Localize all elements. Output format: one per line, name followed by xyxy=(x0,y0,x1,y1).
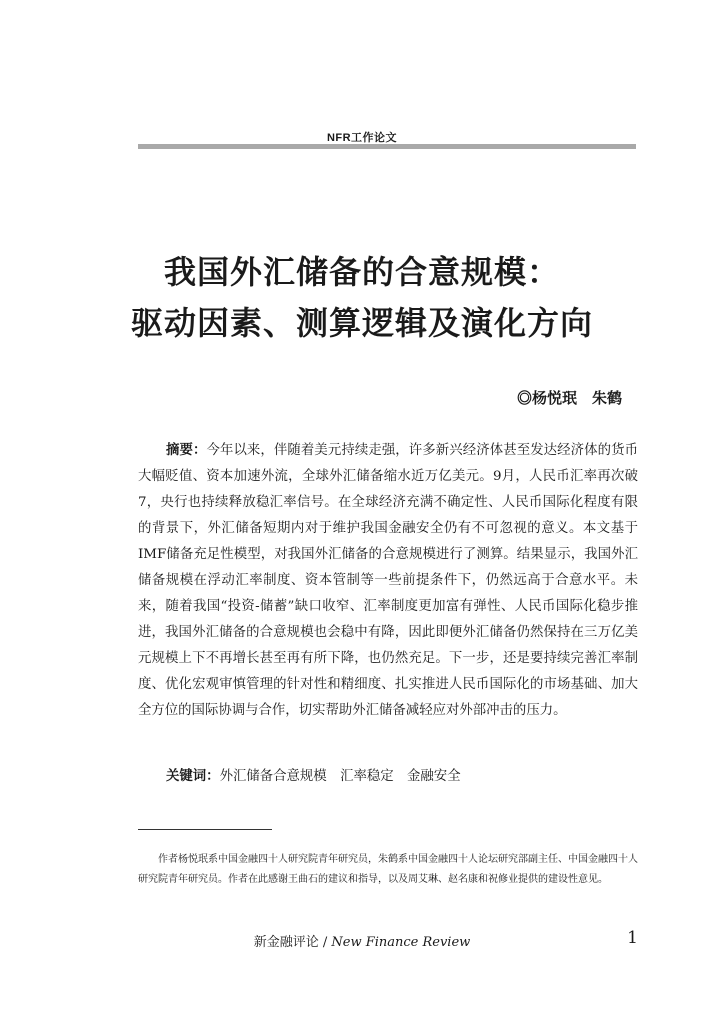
journal-footer xyxy=(0,931,724,950)
footnote-rule xyxy=(138,829,272,830)
page-number: 1 xyxy=(627,928,638,948)
journal-separator: / xyxy=(318,935,332,950)
abstract-text: 今年以来，伴随着美元持续走强，许多新兴经济体甚至发达经济体的货币大幅贬值、资本加速外流，全球外汇储备缩水近万亿美元。9月，人民币汇率再次破7，央行也持续释放稳汇率信号。在全球经济充满不确定性、人民币国际化程度有限的背景下，外汇储备短期内对于维护我国金融安全仍有不可忽视的意义。本文基于IMF储备充足性模型，对我国外汇储备的合意规模进行了测算。结果显示，我国外汇储备规模在浮动汇率制度、资本管制等一些前提条件下，仍然远高于合意水平。未来，随着我国“投资-储蓄”缺口收窄、汇率制度更加富有弹性、人民币国际化稳步推进，我国外汇储备的合意规模也会稳中有降，因此即便外汇储备仍然保持在三万亿美元规模上下不再增长甚至再有所下降，也仍然充足。下一步，还是要持续完善汇率制度、优化宏观审慎管理的针对性和精细度、扎实推进人民币国际化的市场基础、加大全方位的国际协调与合作，切实帮助外汇储备减轻应对外部冲击的压力。 xyxy=(138,443,639,718)
journal-name-cn: 新金融评论 xyxy=(253,935,319,950)
keywords-text: 外汇储备合意规模 汇率稳定 金融安全 xyxy=(219,769,461,784)
paper-title-line-2: 驱动因素、测算逻辑及演化方向 xyxy=(130,304,593,342)
author-line: ◎杨悦珉 朱鹤 xyxy=(516,390,622,407)
abstract xyxy=(138,437,638,724)
keywords xyxy=(166,766,461,787)
author-footnote: 作者杨悦珉系中国金融四十人研究院青年研究员，朱鹤系中国金融四十人论坛研究部副主任、中国金融四十人研究院青年研究员。作者在此感谢王曲石的建议和指导，以及周艾琳、赵名康和祝修业提供的建设性意见。 xyxy=(138,854,638,885)
journal-name-en: New Finance Review xyxy=(331,935,471,950)
paper-title-line-1: 我国外汇储备的合意规模： xyxy=(163,253,560,291)
keywords-label: 关键词： xyxy=(166,768,220,783)
abstract-label: 摘要： xyxy=(166,442,207,457)
running-header: NFR工作论文 xyxy=(326,132,398,144)
header-rule xyxy=(138,144,636,149)
